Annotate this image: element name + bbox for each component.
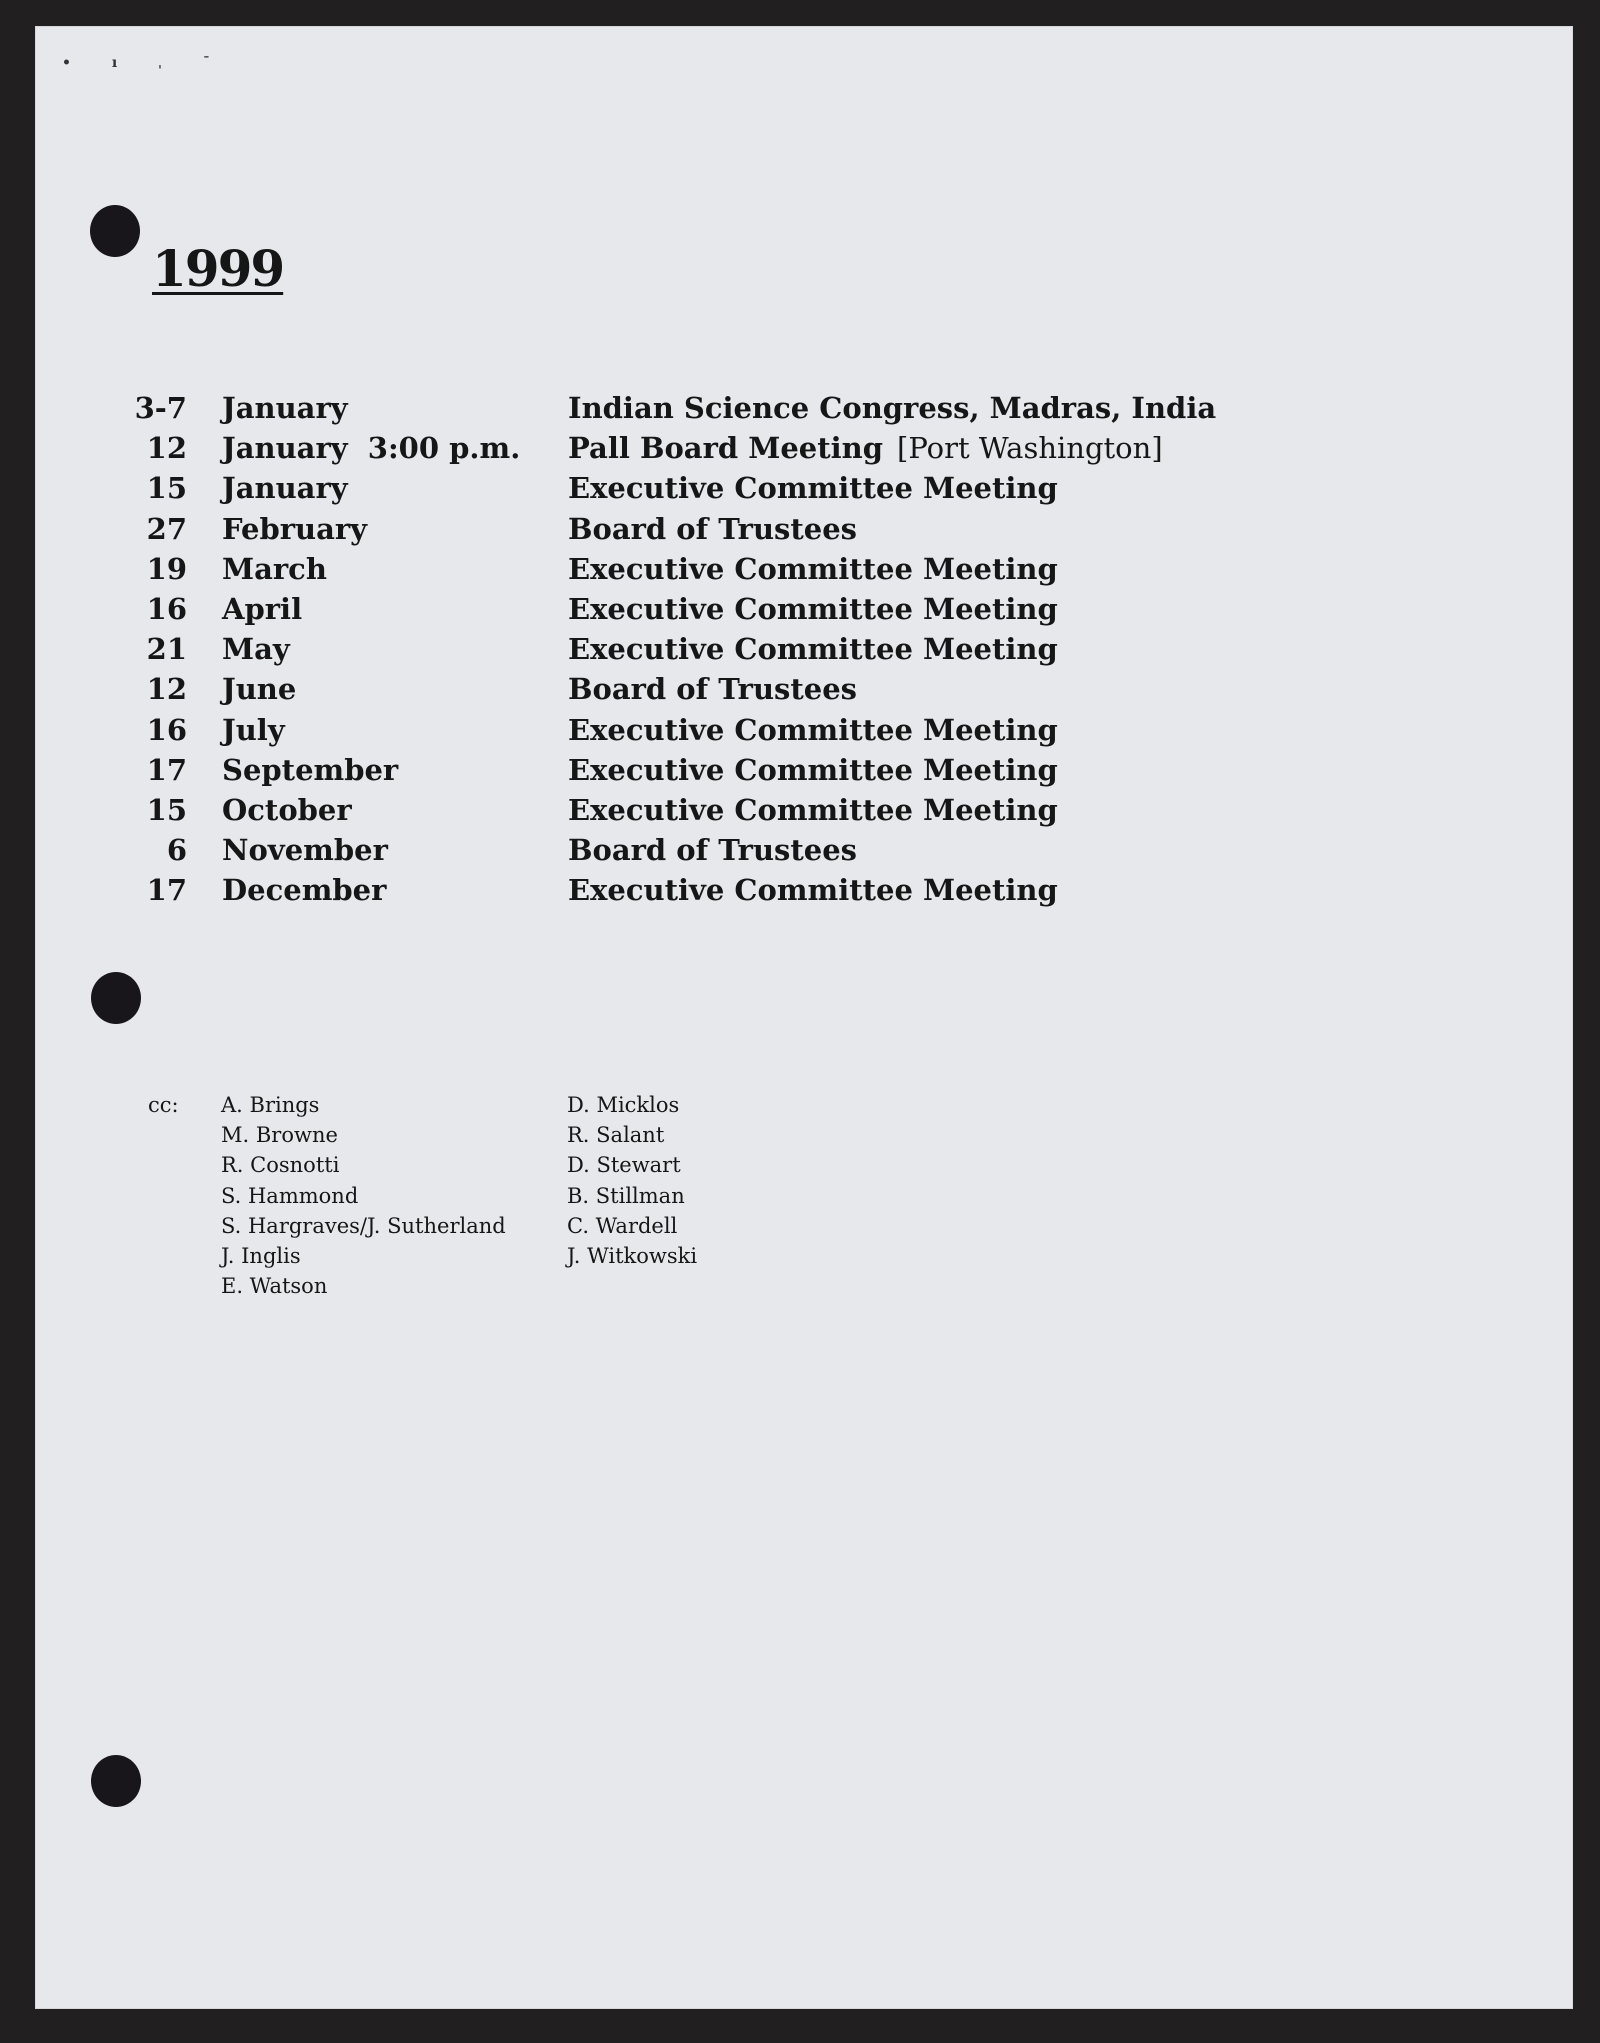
schedule-month: January 3:00 p.m. — [222, 431, 521, 466]
schedule-event-title: Executive Committee Meeting — [568, 471, 1058, 506]
schedule-event-title: Board of Trustees — [568, 511, 857, 546]
schedule-month: September — [222, 752, 399, 787]
schedule-month: January — [222, 471, 348, 506]
schedule-event — [568, 830, 857, 870]
cc-recipient: M. Browne — [221, 1123, 338, 1148]
schedule-row — [0, 830, 1600, 870]
schedule-month: July — [222, 712, 285, 747]
schedule-event — [568, 750, 1058, 790]
schedule-day: 12 — [146, 431, 187, 466]
cc-list-column-1 — [221, 1090, 506, 1301]
cc-recipient: A. Brings — [221, 1093, 320, 1117]
schedule-event — [568, 428, 1163, 468]
schedule-event-title: Executive Committee Meeting — [568, 632, 1058, 667]
schedule-event-title: Executive Committee Meeting — [568, 752, 1058, 787]
schedule-event — [568, 710, 1058, 750]
schedule-month: December — [222, 873, 387, 908]
schedule-day: 16 — [146, 591, 187, 626]
cc-recipient: C. Wardell — [567, 1213, 678, 1238]
cc-recipient: J. Witkowski — [567, 1243, 698, 1268]
schedule-month: May — [222, 632, 290, 667]
schedule-month: January — [222, 391, 348, 425]
schedule-row — [0, 509, 1600, 549]
schedule-day: 27 — [146, 511, 187, 546]
schedule-row — [0, 428, 1600, 468]
schedule-day: 17 — [146, 752, 187, 787]
schedule-day: 12 — [146, 672, 187, 707]
cc-recipient: E. Watson — [221, 1274, 328, 1299]
schedule-month: February — [222, 511, 368, 546]
punch-hole — [91, 1755, 141, 1807]
punch-hole — [90, 205, 140, 257]
schedule-day: 21 — [146, 632, 187, 667]
schedule-event-title: Executive Committee Meeting — [568, 712, 1058, 747]
schedule-event — [568, 669, 857, 709]
schedule-row — [0, 870, 1600, 910]
cc-recipient: S. Hammond — [221, 1183, 359, 1208]
cc-recipient: D. Micklos — [567, 1093, 680, 1117]
cc-recipient: R. Salant — [567, 1123, 665, 1148]
schedule-month: March — [222, 551, 327, 586]
schedule-month: November — [222, 833, 388, 868]
schedule-day: 17 — [146, 873, 187, 908]
cc-list-column-2 — [567, 1090, 697, 1271]
schedule-row — [0, 549, 1600, 589]
cc-recipient: D. Stewart — [567, 1153, 681, 1178]
schedule-day: 15 — [146, 792, 187, 827]
punch-hole — [91, 972, 141, 1024]
schedule-event — [568, 509, 857, 549]
schedule-event-title: Executive Committee Meeting — [568, 792, 1058, 827]
cc-label: cc: — [148, 1093, 179, 1117]
page-marks: • ı ˌ ¯ — [62, 55, 228, 71]
schedule-event-location: [Port Washington] — [897, 431, 1163, 466]
schedule-event-title: Indian Science Congress, Madras, India — [568, 391, 1217, 425]
schedule-day: 15 — [146, 471, 187, 506]
schedule-row — [0, 468, 1600, 508]
schedule-month: April — [222, 591, 303, 626]
schedule-row — [0, 589, 1600, 629]
schedule-event — [568, 549, 1058, 589]
schedule-event-title: Pall Board Meeting — [568, 431, 884, 466]
schedule-event-title: Executive Committee Meeting — [568, 551, 1058, 586]
schedule-event — [568, 870, 1058, 910]
schedule-event-title: Board of Trustees — [568, 833, 857, 868]
schedule-event — [568, 629, 1058, 669]
schedule-month: June — [222, 672, 297, 707]
schedule-day: 3-7 — [134, 391, 187, 425]
cc-recipient: S. Hargraves/J. Sutherland — [221, 1213, 506, 1238]
schedule-row — [0, 710, 1600, 750]
schedule-day: 19 — [146, 551, 187, 586]
schedule-event — [568, 589, 1058, 629]
schedule-row — [0, 629, 1600, 669]
schedule-event — [568, 468, 1058, 508]
year-heading: 1999 — [152, 239, 284, 298]
document-page — [35, 26, 1573, 2009]
schedule-row — [0, 750, 1600, 790]
cc-recipient: R. Cosnotti — [221, 1153, 340, 1178]
schedule-row — [0, 388, 1600, 428]
meeting-schedule — [0, 388, 1600, 910]
schedule-event-title: Executive Committee Meeting — [568, 873, 1058, 908]
schedule-row — [0, 790, 1600, 830]
cc-recipient: B. Stillman — [567, 1183, 685, 1208]
schedule-row — [0, 669, 1600, 709]
schedule-event — [568, 388, 1216, 428]
schedule-month: October — [222, 792, 352, 827]
cc-recipient: J. Inglis — [221, 1243, 301, 1268]
schedule-day: 16 — [146, 712, 187, 747]
schedule-day: 6 — [166, 833, 187, 868]
schedule-event-title: Board of Trustees — [568, 672, 857, 707]
schedule-event — [568, 790, 1058, 830]
schedule-event-title: Executive Committee Meeting — [568, 591, 1058, 626]
